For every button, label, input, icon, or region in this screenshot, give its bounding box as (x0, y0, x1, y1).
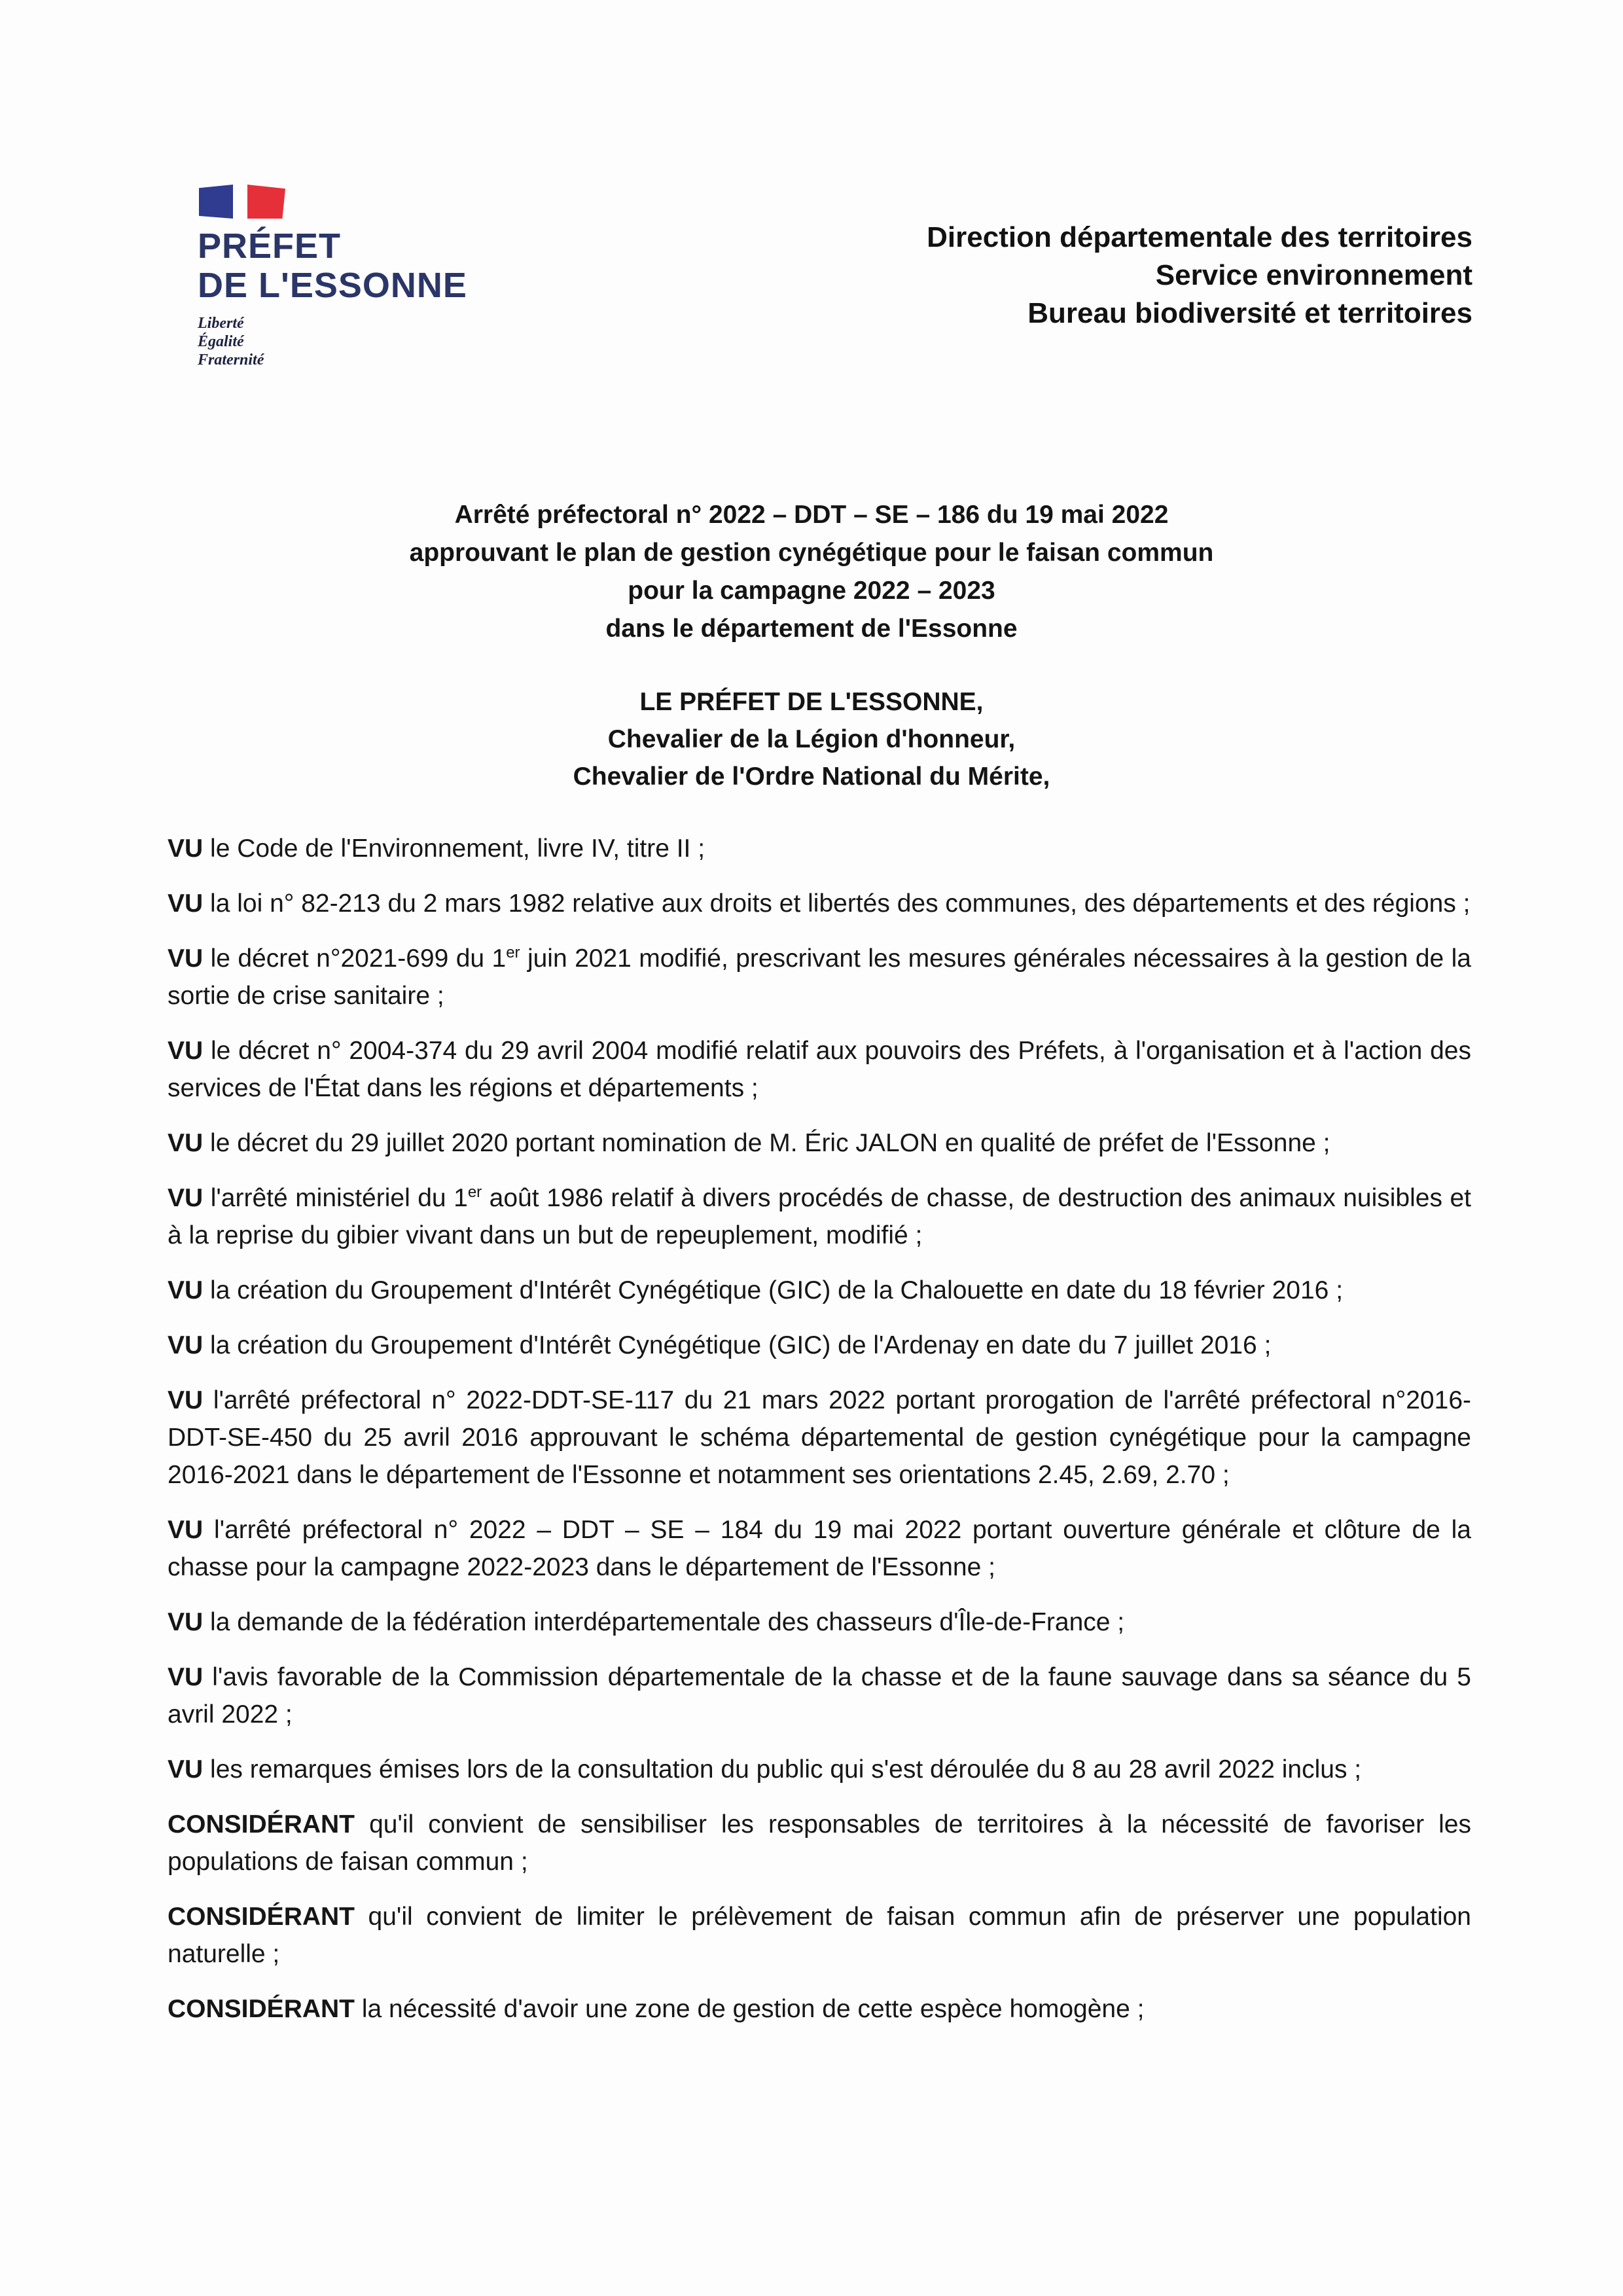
paragraph-text: l'avis favorable de la Commission départementale de la chasse et de la faune sauvage dans sa séance du 5 avril 2022 ; (168, 1663, 1471, 1729)
motto-liberte: Liberté (198, 315, 244, 332)
paragraph-text: le décret n° 2004-374 du 29 avril 2004 modifié relatif aux pouvoirs des Préfets, à l'organisation et à l'action des services de l'État dans les régions et départements ; (168, 1037, 1471, 1102)
paragraph-text: août 1986 relatif à divers procédés de chasse, de destruction des animaux nuisibles et à la reprise du gibier vivant dans un but de repeuplement, modifié ; (168, 1184, 1471, 1249)
vu-paragraph (168, 885, 1471, 922)
paragraph-keyword: VU (168, 1276, 204, 1304)
paragraph-keyword: VU (168, 1184, 204, 1212)
vu-paragraph (168, 1179, 1471, 1254)
title-line-3: pour la campagne 2022 – 2023 (628, 577, 995, 605)
paragraph-text-pre: le décret n°2021-699 du 1 (203, 944, 507, 973)
paragraph-text: la création du Groupement d'Intérêt Cynégétique (GIC) de l'Ardenay en date du 7 juillet 2016 ; (203, 1331, 1272, 1359)
prefet-line-2: Chevalier de la Légion d'honneur, (607, 725, 1016, 753)
paragraph-text-pre: l'arrêté ministériel du 1 (203, 1184, 468, 1212)
considerant-paragraph (168, 1990, 1471, 2028)
paragraph-keyword: VU (168, 1663, 204, 1691)
flag-red-band (247, 185, 285, 219)
decree-title (170, 496, 1453, 648)
paragraph-keyword: VU (168, 1129, 204, 1157)
vu-paragraph (168, 830, 1471, 867)
logo-line-2: DE L'ESSONNE (198, 266, 467, 305)
paragraph-text: la nécessité d'avoir une zone de gestion de cette espèce homogène ; (355, 1995, 1145, 2023)
paragraph-text: la création du Groupement d'Intérêt Cynégétique (GIC) de la Chalouette en date du 18 février 2016 ; (203, 1276, 1344, 1304)
paragraph-text: qu'il convient de sensibiliser les responsables de territoires à la nécessité de favoriser les populations de faisan commun ; (168, 1810, 1471, 1876)
paragraph-keyword: VU (168, 1755, 204, 1784)
considerant-paragraph (168, 1806, 1471, 1880)
paragraph-keyword: VU (168, 1037, 204, 1065)
prefet-logo (198, 185, 473, 369)
logo-line-1: PRÉFET (198, 226, 342, 266)
vu-paragraph (168, 1124, 1471, 1162)
paragraph-keyword: CONSIDÉRANT (168, 1810, 355, 1839)
paragraph-text: le décret du 29 juillet 2020 portant nomination de M. Éric JALON en qualité de préfet de l'Essonne ; (203, 1129, 1330, 1157)
service-line-2: Service environnement (1155, 259, 1472, 291)
title-line-1: Arrêté préfectoral n° 2022 – DDT – SE – 186 du 19 mai 2022 (454, 501, 1169, 529)
paragraph-text: l'arrêté préfectoral n° 2022 – DDT – SE – 184 du 19 mai 2022 portant ouverture générale et clôture de la chasse pour la campagne 2022-2023 dans le département de l'Essonne ; (168, 1516, 1471, 1581)
vu-paragraph (168, 1511, 1471, 1586)
paragraph-text: les remarques émises lors de la consultation du public qui s'est déroulée du 8 au 28 avril 2022 inclus ; (203, 1755, 1362, 1784)
motto-egalite: Égalité (198, 333, 244, 350)
vu-paragraph (168, 1751, 1471, 1788)
vu-paragraph (168, 1604, 1471, 1641)
service-line-1: Direction départementale des territoires (927, 221, 1472, 253)
considerant-paragraph (168, 1898, 1471, 1973)
vu-paragraph (168, 940, 1471, 1014)
paragraph-text: qu'il convient de limiter le prélèvement de faisan commun afin de préserver une population naturelle ; (168, 1903, 1471, 1968)
paragraph-keyword: VU (168, 944, 204, 973)
prefet-line-1: LE PRÉFET DE L'ESSONNE, (639, 688, 984, 716)
prefet-titles (170, 683, 1453, 795)
paragraph-superscript: er (467, 1183, 482, 1201)
republic-flag-icon (199, 185, 285, 219)
vu-paragraph (168, 1327, 1471, 1364)
motto-fraternite: Fraternité (198, 351, 264, 368)
vu-paragraph (168, 1272, 1471, 1309)
service-line-3: Bureau biodiversité et territoires (1027, 297, 1472, 329)
vu-paragraph (168, 1659, 1471, 1733)
prefet-line-3: Chevalier de l'Ordre National du Mérite, (573, 762, 1050, 791)
logo-motto (198, 314, 473, 369)
paragraph-superscript: er (506, 944, 520, 961)
paragraph-keyword: VU (168, 834, 204, 863)
paragraph-text: la demande de la fédération interdépartementale des chasseurs d'Île-de-France ; (203, 1608, 1125, 1636)
title-line-2: approuvant le plan de gestion cynégétique pour le faisan commun (409, 539, 1214, 567)
paragraph-keyword: VU (168, 1331, 204, 1359)
paragraph-keyword: VU (168, 1608, 204, 1636)
paragraph-keyword: VU (168, 889, 204, 918)
paragraph-text: le Code de l'Environnement, livre IV, titre II ; (203, 834, 705, 863)
paragraph-keyword: VU (168, 1386, 204, 1414)
paragraph-keyword: CONSIDÉRANT (168, 1995, 355, 2023)
paragraph-keyword: CONSIDÉRANT (168, 1903, 355, 1931)
title-line-4: dans le département de l'Essonne (605, 615, 1018, 643)
paragraph-text: juin 2021 modifié, prescrivant les mesures générales nécessaires à la gestion de la sortie de crise sanitaire ; (168, 944, 1471, 1010)
vu-paragraph (168, 1382, 1471, 1494)
flag-white-band (233, 185, 247, 219)
decree-body (168, 830, 1471, 2045)
paragraph-text: la loi n° 82-213 du 2 mars 1982 relative aux droits et libertés des communes, des départements et des régions ; (203, 889, 1471, 918)
paragraph-keyword: VU (168, 1516, 204, 1544)
paragraph-text: l'arrêté préfectoral n° 2022-DDT-SE-117 du 21 mars 2022 portant prorogation de l'arrêté préfectoral n°2016-DDT-SE-450 du 25 avril 2016 approuvant le schéma départemental de gestion cynégétique pour la campagne 2016-2021 dans le département de l'Essonne et notamment ses orientations 2.45, 2.69, 2.70 ; (168, 1386, 1471, 1489)
vu-paragraph (168, 1032, 1471, 1107)
service-header (753, 219, 1472, 332)
flag-blue-band (199, 185, 233, 219)
